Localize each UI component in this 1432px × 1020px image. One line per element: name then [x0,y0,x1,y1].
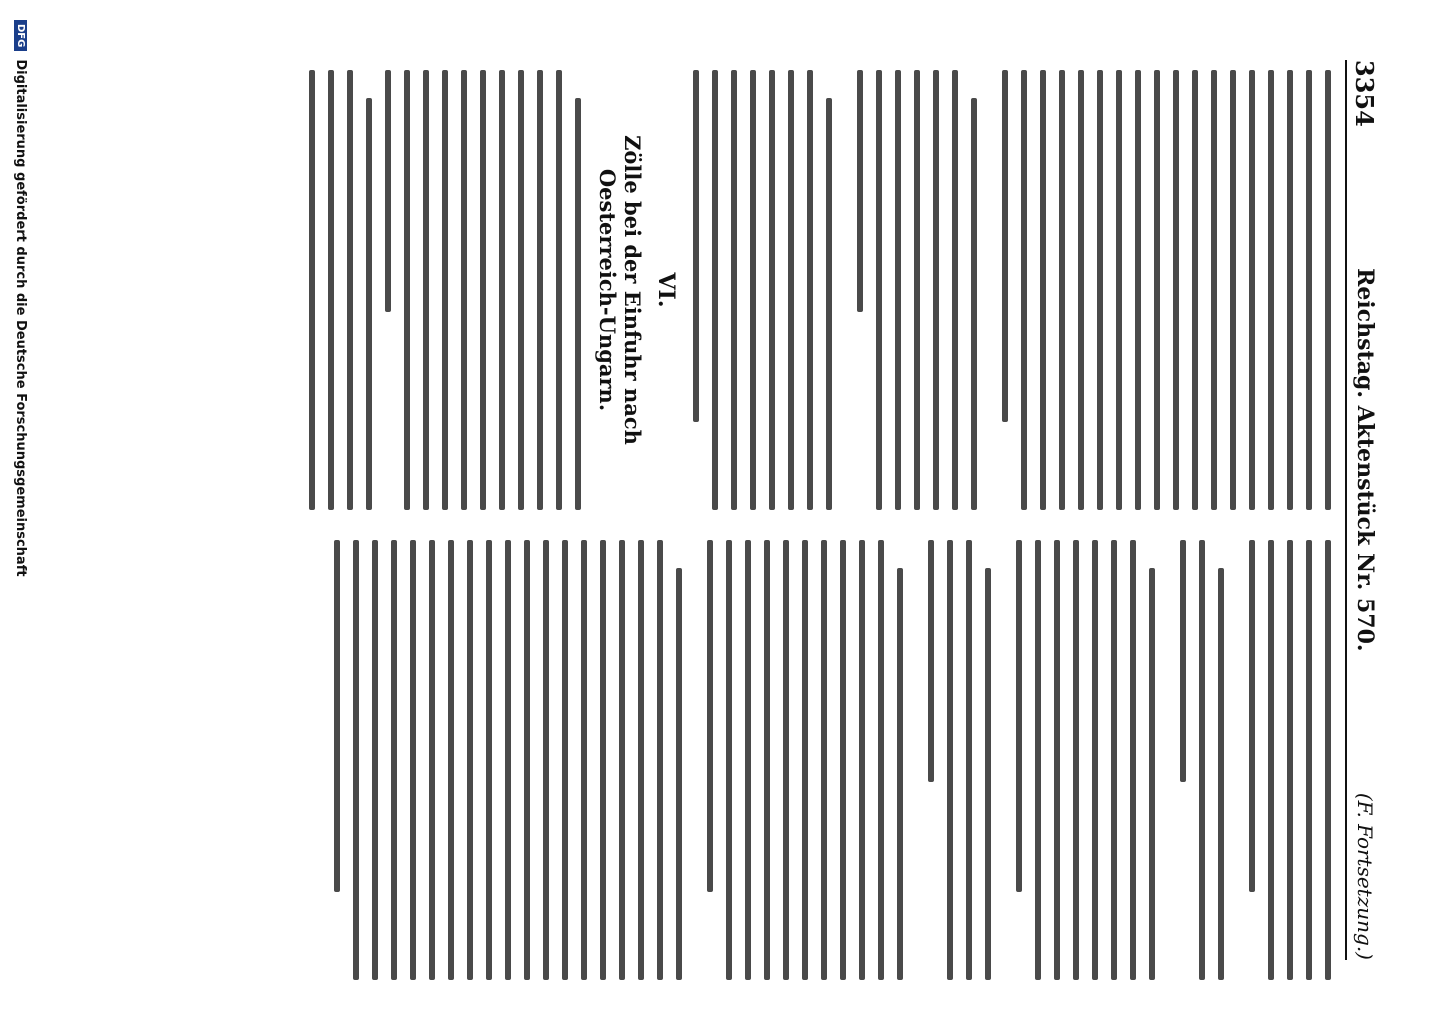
text-line [985,568,991,980]
text-line [562,540,568,980]
section-number: VI. [653,272,679,308]
text-line [857,70,863,312]
page-number: 3354 [1350,60,1380,127]
text-line [1287,540,1293,980]
text-line [783,540,789,980]
text-line [1021,70,1027,510]
text-line [1268,70,1274,510]
text-line [1092,540,1098,980]
text-line [1130,540,1136,980]
text-line [347,70,353,510]
text-line [712,70,718,510]
text-line [309,70,315,510]
right-column [20,540,1331,980]
page-title: Reichstag. Aktenstück Nr. 570. [1352,268,1378,652]
text-line [1073,540,1079,980]
text-line [575,98,581,510]
text-line [1218,568,1224,980]
text-line [807,70,813,510]
text-line [1180,540,1186,782]
text-line [372,540,378,980]
text-line [876,70,882,510]
text-line [385,70,391,312]
text-line [657,540,663,980]
text-line [1199,540,1205,980]
text-line [638,540,644,980]
text-line [1325,70,1331,510]
text-line [1287,70,1293,510]
text-line [1111,540,1117,980]
text-line [928,540,934,782]
text-line [947,540,953,980]
text-line [581,540,587,980]
text-line [518,70,524,510]
text-line [480,70,486,510]
text-line [543,540,549,980]
text-line [1016,540,1022,892]
text-line [1002,70,1008,422]
text-line [1116,70,1122,510]
text-line [1078,70,1084,510]
text-line [707,540,713,892]
text-line [952,70,958,510]
text-line [461,70,467,510]
text-line [1149,568,1155,980]
text-line [486,540,492,980]
text-line [1097,70,1103,510]
text-line [693,70,699,422]
text-line [1249,70,1255,510]
text-line [745,540,751,980]
text-line [366,98,372,510]
text-line [1059,70,1065,510]
text-line [391,540,397,980]
footer-text: Digitalisierung gefördert durch die Deutsche Forschungsgemeinschaft [13,59,29,577]
text-line [764,540,770,980]
text-line [448,540,454,980]
text-line [442,70,448,510]
page-header [1345,60,1383,960]
text-line [1154,70,1160,510]
continuation-label: (F. Fortsetzung.) [1353,792,1377,960]
digitization-footer [9,0,33,1020]
text-line [826,98,832,510]
text-line [840,540,846,980]
text-line [1325,540,1331,980]
text-line [726,540,732,980]
text-line [878,540,884,980]
text-line [556,70,562,510]
text-line [788,70,794,510]
text-line [600,540,606,980]
text-line [821,540,827,980]
text-line [1192,70,1198,510]
text-line [499,70,505,510]
text-line [1054,540,1060,980]
text-line [750,70,756,510]
text-line [328,70,334,510]
text-line [769,70,775,510]
text-line [966,540,972,980]
text-line [537,70,543,510]
text-line [1035,540,1041,980]
text-line [423,70,429,510]
text-line [334,540,340,892]
text-line [1040,70,1046,510]
text-line [859,540,865,980]
text-line [429,540,435,980]
text-line [1306,540,1312,980]
text-line [897,568,903,980]
text-line [895,70,901,510]
text-line [410,540,416,980]
text-line [1211,70,1217,510]
text-line [619,540,625,980]
text-line [676,568,682,980]
text-line [505,540,511,980]
text-line [1249,540,1255,892]
left-column [20,70,1331,510]
text-line [971,98,977,510]
text-line [467,540,473,980]
text-line [1230,70,1236,510]
text-line [933,70,939,510]
text-line [1135,70,1141,510]
text-line [1306,70,1312,510]
text-line [353,540,359,980]
dfg-logo-icon: DFG [15,20,28,51]
text-line [1173,70,1179,510]
text-line [404,70,410,510]
section-title: Zölle bei der Einfuhr nach Oesterreich-Ungarn. [595,135,645,445]
text-line [914,70,920,510]
text-line [524,540,530,980]
text-line [1268,540,1274,980]
text-line [731,70,737,510]
text-line [802,540,808,980]
